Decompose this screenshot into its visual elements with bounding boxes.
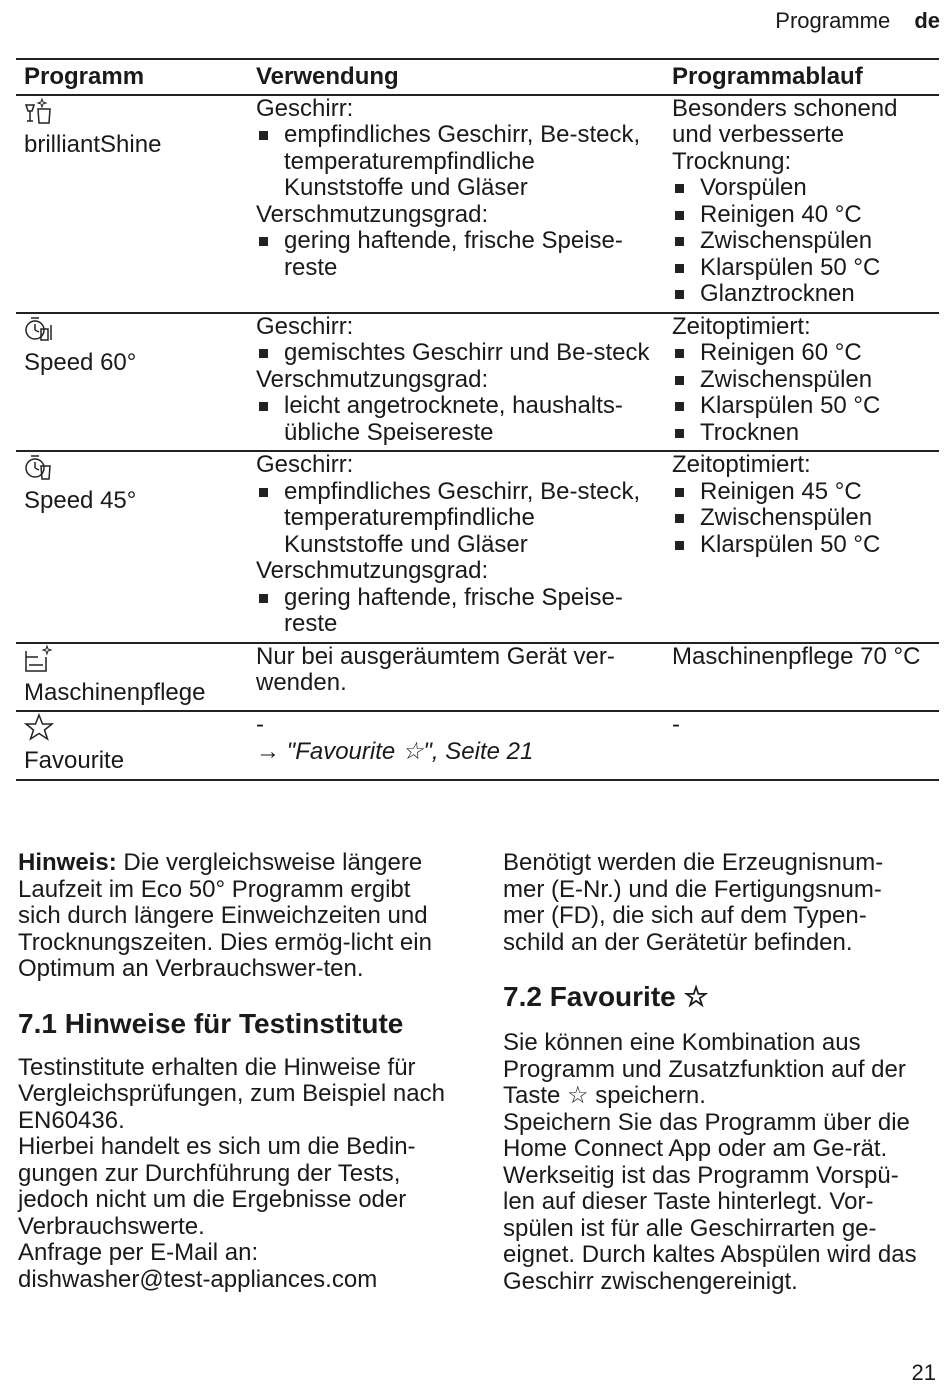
flow-cell <box>664 711 939 780</box>
paragraph: Benötigt werden die Erzeugnisnum-mer (E-Nr.) und die Fertigungsnum-mer (FD), die sich auf dem Typen-schild an der Gerätetür befinden. <box>503 849 884 956</box>
program-cell <box>16 95 248 313</box>
program-name: Favourite <box>24 747 125 774</box>
paragraph: Sie können eine Kombination aus Programm und Zusatzfunktion auf der Taste ☆ speichern. <box>503 1029 906 1109</box>
program-cell <box>16 643 248 712</box>
flow-text: Maschinenpflege 70 °C <box>672 642 921 670</box>
note-label: Hinweis: <box>18 849 117 876</box>
language-code: de <box>914 8 940 33</box>
table-row <box>16 711 939 780</box>
program-name: Maschinenpflege <box>24 678 206 706</box>
cross-reference-link[interactable]: → "Favourite ☆", Seite 21 <box>256 737 534 765</box>
usage-item: empfindliches Geschirr, Be-steck, temperaturempfindliche Kunststoffe und Gläser <box>256 122 656 202</box>
section-heading-7-2: 7.2 Favourite ☆ <box>503 981 709 1012</box>
header-verwendung: Verwendung <box>248 59 664 95</box>
flow-cell <box>664 95 939 313</box>
brilliantshine-icon <box>24 97 240 125</box>
usage-item: leicht angetrocknete, haushalts-übliche Speisereste <box>256 393 656 446</box>
program-name: brilliantShine <box>24 130 162 158</box>
table-row <box>16 313 939 452</box>
flow-item: Klarspülen 50 °C <box>672 532 931 559</box>
usage-cell <box>248 95 664 313</box>
speed60-icon <box>24 315 240 343</box>
usage-item: gering haftende, frische Speise-reste <box>256 585 656 638</box>
speed45-icon <box>24 453 240 481</box>
email-address: dishwasher@test-appliances.com <box>18 1265 378 1293</box>
star-icon <box>24 713 240 741</box>
flow-item: Zwischenspülen <box>672 367 931 394</box>
section-title: Programme <box>775 8 891 33</box>
flow-item: Vorspülen <box>672 175 931 202</box>
table-header-row <box>16 59 939 95</box>
table-row <box>16 95 939 313</box>
flow-intro: Zeitoptimiert: <box>672 312 811 340</box>
left-column <box>18 850 458 1293</box>
program-name: Speed 60° <box>24 348 137 376</box>
usage-label: Verschmutzungsgrad: <box>256 365 489 393</box>
flow-item: Klarspülen 50 °C <box>672 393 931 420</box>
program-cell <box>16 711 248 780</box>
usage-dash: - <box>256 711 264 738</box>
flow-item: Zwischenspülen <box>672 228 931 255</box>
program-cell <box>16 451 248 643</box>
paragraph: Anfrage per E-Mail an: <box>18 1239 259 1266</box>
header-programmablauf: Programmablauf <box>664 59 939 95</box>
note-text: Die vergleichsweise längere Laufzeit im Eco 50° Programm ergibt sich durch längere Einweichzeiten und Trocknungszeiten. Dies ermög-licht ein Optimum an Verbrauchswer-ten. <box>18 849 432 982</box>
usage-cell <box>248 451 664 643</box>
usage-text: Nur bei ausgeräumtem Gerät ver-wenden. <box>256 642 615 696</box>
flow-intro: Zeitoptimiert: <box>672 451 811 478</box>
usage-label: Geschirr: <box>256 451 354 478</box>
usage-label: Verschmutzungsgrad: <box>256 200 489 228</box>
header-programm: Programm <box>16 59 248 95</box>
flow-item: Reinigen 60 °C <box>672 340 931 367</box>
usage-cell <box>248 313 664 452</box>
program-name: Speed 45° <box>24 487 137 514</box>
program-cell <box>16 313 248 452</box>
flow-item: Zwischenspülen <box>672 505 931 532</box>
flow-intro: Besonders schonend und verbesserte Trocknung: <box>672 94 898 175</box>
machine-care-icon <box>24 645 240 673</box>
flow-cell <box>664 451 939 643</box>
usage-label: Geschirr: <box>256 94 354 122</box>
note-paragraph <box>18 850 458 983</box>
running-header <box>775 8 940 34</box>
usage-label: Geschirr: <box>256 312 354 340</box>
paragraph: Werkseitig ist das Programm Vorspü-len auf dieser Taste hinterlegt. Vor-spülen ist für alle Geschirrarten ge-eignet. Durch kaltes Abspülen wird das Geschirr zwischengereinigt. <box>503 1161 917 1295</box>
flow-cell <box>664 643 939 712</box>
usage-item: gering haftende, frische Speise-reste <box>256 228 656 281</box>
usage-item: empfindliches Geschirr, Be-steck, temperaturempfindliche Kunststoffe und Gläser <box>256 479 656 559</box>
usage-item: gemischtes Geschirr und Be-steck <box>256 340 656 367</box>
flow-item: Trocknen <box>672 420 931 447</box>
program-table <box>16 58 939 781</box>
flow-item: Reinigen 40 °C <box>672 202 931 229</box>
paragraph: Testinstitute erhalten die Hinweise für Vergleichsprüfungen, zum Beispiel nach EN60436. <box>18 1053 445 1134</box>
page-number: 21 <box>911 1360 936 1385</box>
usage-cell <box>248 711 664 780</box>
flow-dash: - <box>672 711 680 738</box>
table-row <box>16 451 939 643</box>
flow-cell <box>664 313 939 452</box>
table-row <box>16 643 939 712</box>
section-heading-7-1: 7.1 Hinweise für Testinstitute <box>18 1007 404 1039</box>
usage-label: Verschmutzungsgrad: <box>256 557 489 584</box>
flow-item: Reinigen 45 °C <box>672 479 931 506</box>
flow-item: Glanztrocknen <box>672 281 931 308</box>
usage-cell <box>248 643 664 712</box>
flow-item: Klarspülen 50 °C <box>672 255 931 282</box>
paragraph: Speichern Sie das Programm über die Home Connect App oder am Ge-rät. <box>503 1108 910 1162</box>
right-column <box>503 850 923 1295</box>
paragraph: Hierbei handelt es sich um die Bedin-gungen zur Durchführung der Tests, jedoch nicht um die Ergebnisse oder Verbrauchswerte. <box>18 1133 416 1240</box>
